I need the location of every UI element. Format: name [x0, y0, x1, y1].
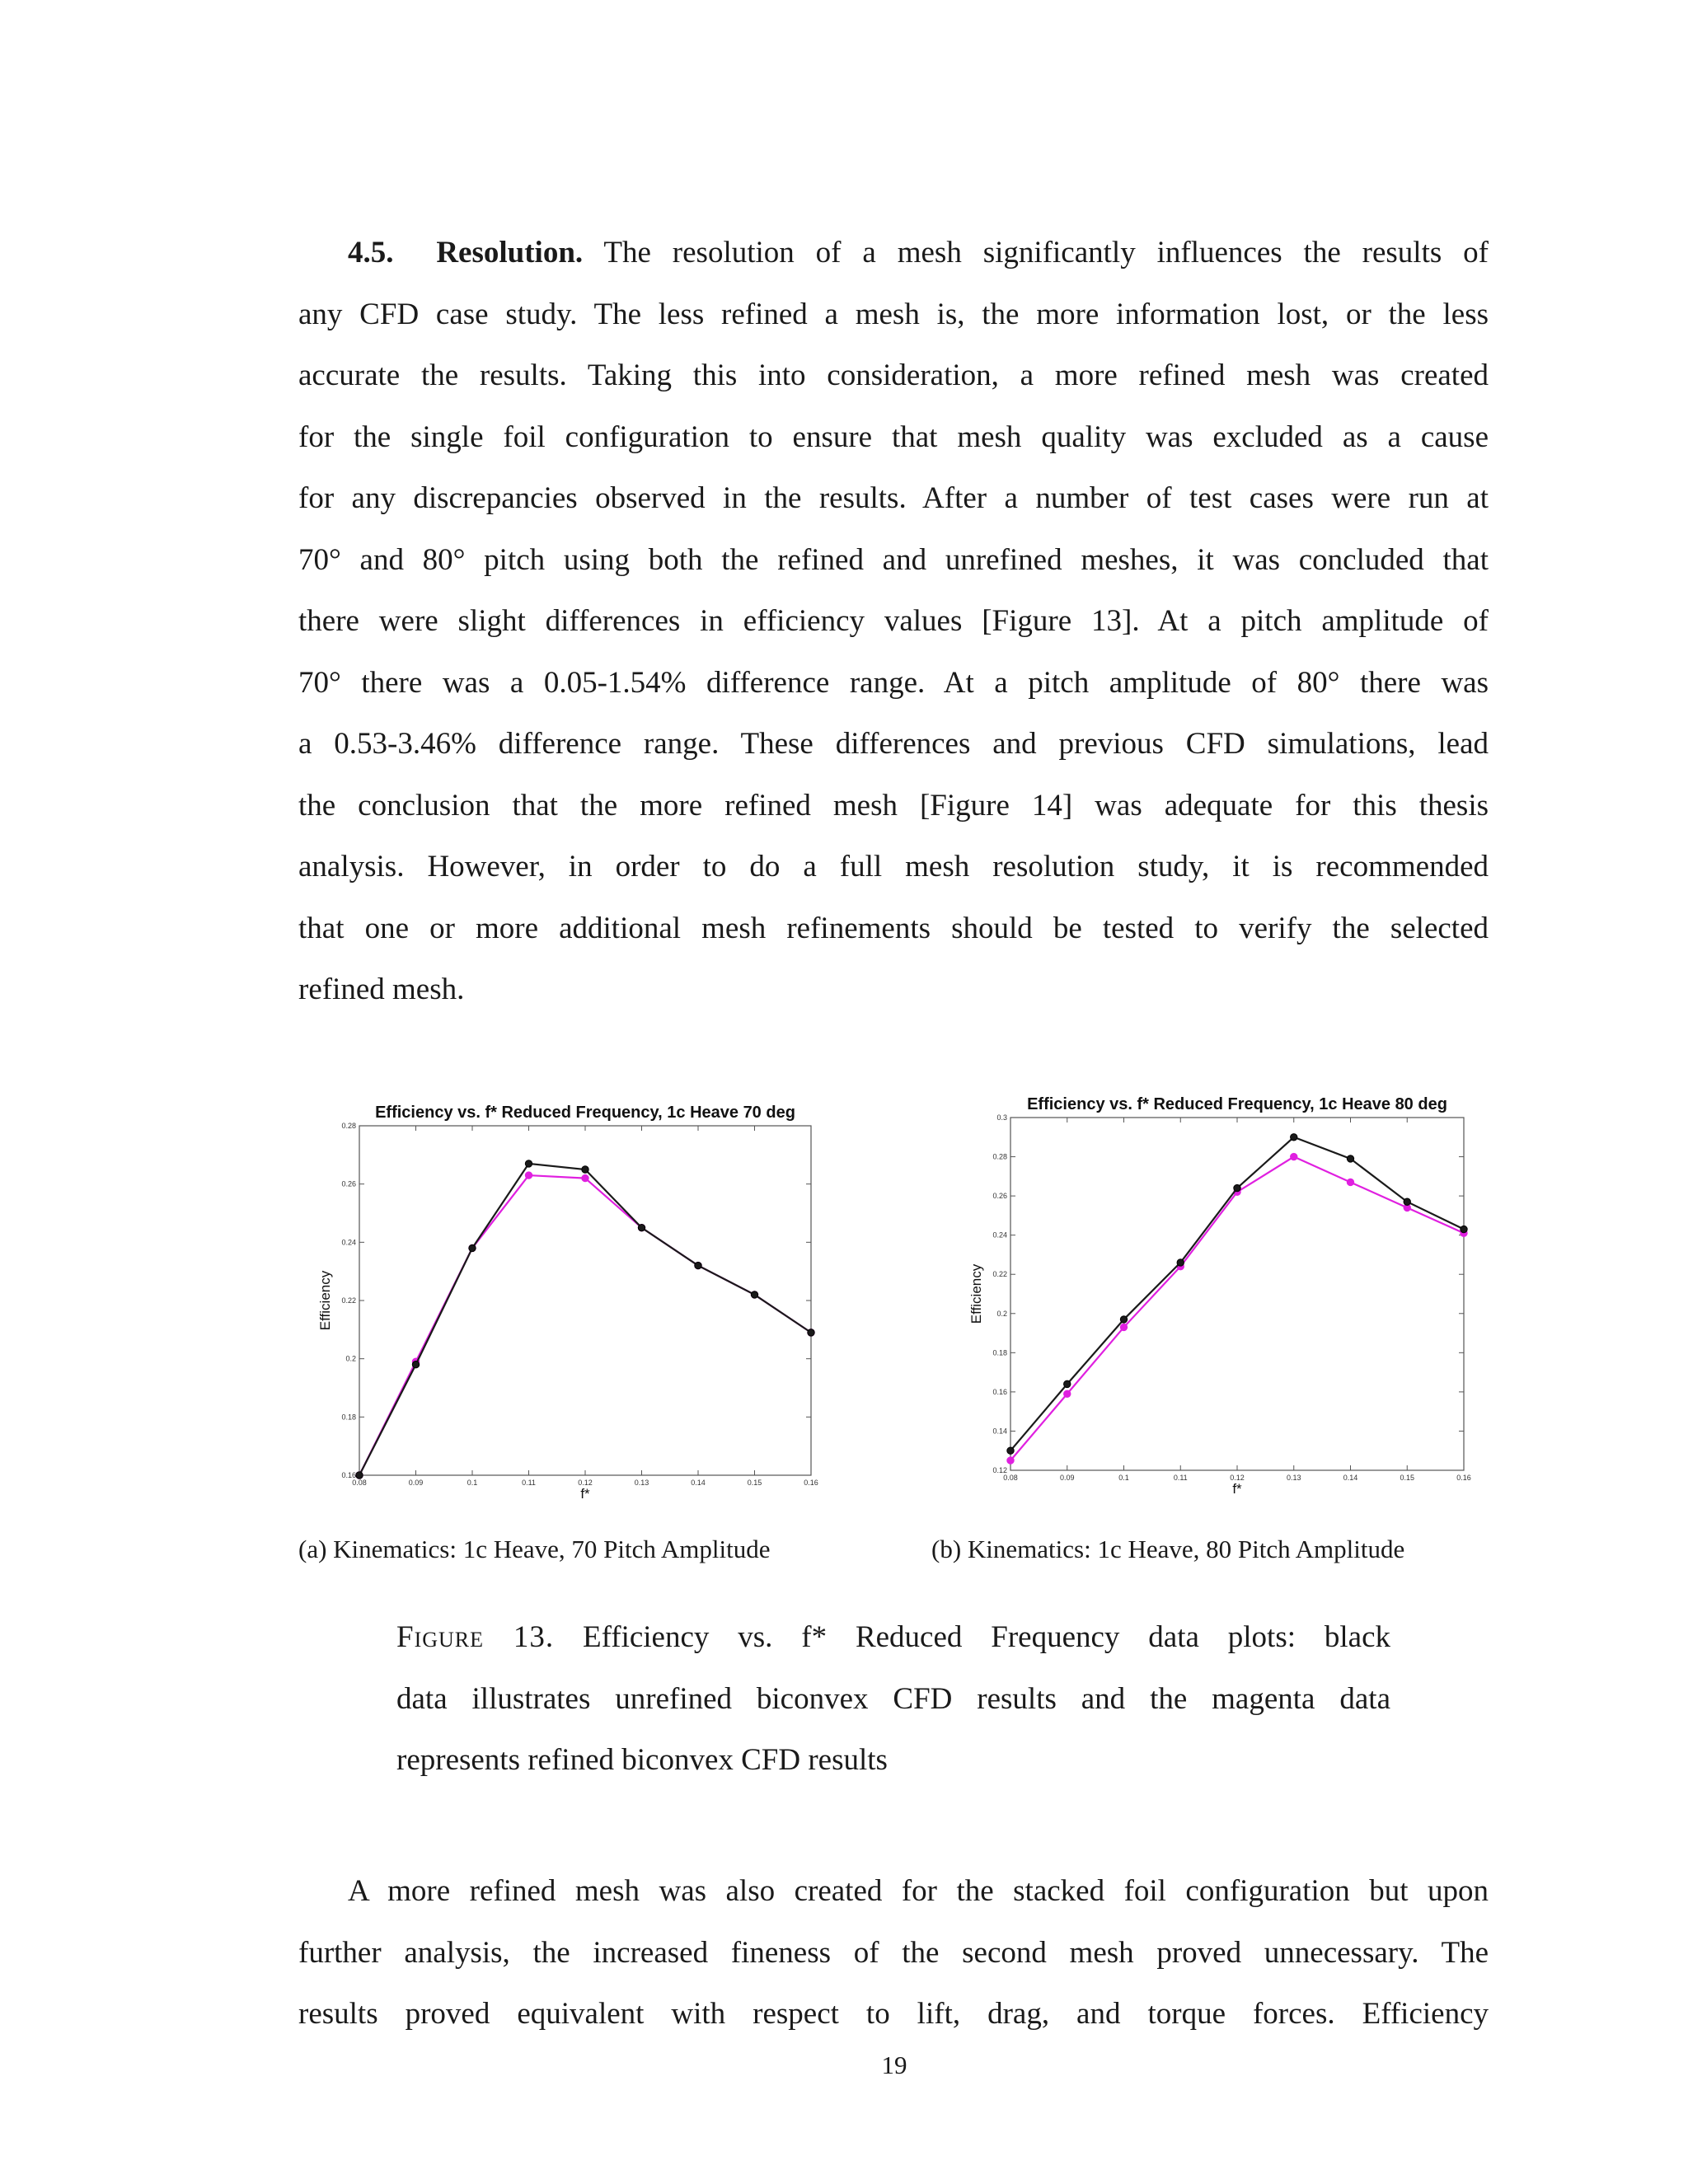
y-tick-label: 0.24	[341, 1238, 356, 1247]
x-tick-label: 0.09	[1059, 1474, 1075, 1482]
x-tick-label: 0.09	[408, 1479, 424, 1487]
y-tick-label: 0.2	[345, 1354, 356, 1363]
paragraph-line: for the single foil configuration to ensure that mesh quality was excluded as a cause	[298, 419, 1489, 454]
caption-line-text: Efficiency vs. f* Reduced Frequency data plots: black	[583, 1620, 1390, 1654]
x-tick-label: 0.08	[1003, 1474, 1018, 1482]
unrefined-data-point	[469, 1244, 476, 1251]
unrefined-data-point	[1347, 1155, 1353, 1162]
y-tick-label: 0.18	[992, 1348, 1007, 1357]
plot-frame	[1010, 1118, 1464, 1470]
paragraph-line-text: A more refined mesh was also created for the stacked foil configuration but upon	[348, 1874, 1489, 1908]
unrefined-data-point	[1234, 1184, 1240, 1191]
unrefined-data-point	[808, 1329, 814, 1336]
unrefined-data-point	[1007, 1447, 1014, 1454]
x-tick-label: 0.12	[578, 1479, 593, 1487]
unrefined-data-point	[751, 1291, 757, 1298]
section-paragraph-2	[298, 1861, 1489, 2046]
unrefined-data-point	[695, 1262, 701, 1268]
chart-svg	[310, 1096, 829, 1500]
caption-line	[396, 1607, 1390, 1669]
paragraph-line	[298, 1861, 1489, 1923]
x-tick-label: 0.11	[1173, 1474, 1188, 1482]
figure-caption	[396, 1607, 1390, 1792]
unrefined-data-point	[356, 1472, 363, 1479]
refined-data-point	[1120, 1324, 1127, 1330]
chart-title: Efficiency vs. f* Reduced Frequency, 1c Heave 80 deg	[1027, 1095, 1447, 1113]
unrefined-data-point	[525, 1160, 532, 1167]
x-tick-label: 0.11	[522, 1479, 536, 1487]
y-tick-label: 0.28	[341, 1122, 356, 1130]
paragraph-line: further analysis, the increased fineness of the second mesh proved unnecessary. The	[298, 1935, 1489, 1970]
refined-data-point	[1064, 1390, 1071, 1397]
refined-series-line	[359, 1175, 811, 1475]
refined-data-point	[1007, 1457, 1014, 1464]
section-title: Resolution.	[436, 236, 584, 269]
y-tick-label: 0.16	[992, 1387, 1007, 1396]
y-tick-label: 0.16	[341, 1471, 356, 1479]
x-tick-label: 0.16	[1456, 1474, 1471, 1482]
chart-svg	[964, 1088, 1492, 1500]
paragraph-line: a 0.53-3.46% difference range. These differences and previous CFD simulations, lead	[298, 727, 1489, 761]
x-tick-label: 0.1	[467, 1479, 478, 1487]
x-tick-label: 0.14	[691, 1479, 706, 1487]
caption-line: data illustrates unrefined biconvex CFD results and the magenta data	[396, 1681, 1390, 1716]
y-axis-label: Efficiency	[317, 1270, 333, 1331]
unrefined-data-point	[638, 1224, 645, 1230]
refined-data-point	[1291, 1153, 1297, 1160]
unrefined-data-point	[412, 1361, 419, 1368]
unrefined-series-line	[1010, 1137, 1464, 1451]
x-axis-label: f*	[580, 1486, 590, 1500]
y-tick-label: 0.26	[341, 1179, 356, 1188]
refined-data-point	[525, 1172, 532, 1179]
y-tick-label: 0.28	[992, 1152, 1007, 1161]
x-tick-label: 0.16	[804, 1479, 818, 1487]
efficiency-chart-80deg	[964, 1088, 1492, 1500]
paragraph-line: that one or more additional mesh refinements should be tested to verify the selected	[298, 911, 1489, 945]
paragraph-line: results proved equivalent with respect to lift, drag, and torque forces. Efficiency	[298, 1997, 1489, 2031]
paragraph-line-text: The resolution of a mesh significantly influences the results of	[603, 236, 1489, 269]
unrefined-data-point	[1177, 1259, 1184, 1266]
x-tick-label: 0.13	[1286, 1474, 1301, 1482]
paragraph-line: there were slight differences in efficiency values [Figure 13]. At a pitch amplitude of	[298, 604, 1489, 638]
efficiency-chart-70deg	[310, 1096, 829, 1500]
subcaption-b: (b) Kinematics: 1c Heave, 80 Pitch Amplitude	[931, 1535, 1405, 1563]
y-tick-label: 0.24	[992, 1230, 1007, 1240]
y-tick-label: 0.14	[992, 1427, 1007, 1436]
y-tick-label: 0.3	[996, 1113, 1007, 1122]
x-tick-label: 0.08	[352, 1479, 367, 1487]
chart-title: Efficiency vs. f* Reduced Frequency, 1c Heave 70 deg	[375, 1104, 795, 1122]
x-tick-label: 0.14	[1343, 1474, 1358, 1482]
caption-line: represents refined biconvex CFD results	[396, 1743, 888, 1777]
paragraph-line: for any discrepancies observed in the results. After a number of test cases were run at	[298, 481, 1489, 515]
x-tick-label: 0.12	[1230, 1474, 1245, 1482]
refined-data-point	[582, 1174, 588, 1181]
paragraph-line: refined mesh.	[298, 972, 465, 1006]
x-tick-label: 0.15	[747, 1479, 762, 1487]
page-number: 19	[881, 2050, 907, 2079]
y-tick-label: 0.22	[341, 1296, 356, 1305]
unrefined-data-point	[1461, 1226, 1467, 1232]
section-number: 4.5.	[348, 236, 394, 269]
paragraph-line	[298, 223, 1489, 284]
paragraph-line: 70° there was a 0.05-1.54% difference range. At a pitch amplitude of 80° there was	[298, 665, 1489, 700]
paragraph-line: any CFD case study. The less refined a mesh is, the more information lost, or the less	[298, 297, 1489, 331]
x-axis-label: f*	[1232, 1481, 1242, 1497]
unrefined-data-point	[1120, 1316, 1127, 1323]
x-tick-label: 0.1	[1118, 1474, 1129, 1482]
figure-label: Figure 13.	[396, 1620, 555, 1654]
paragraph-line: accurate the results. Taking this into consideration, a more refined mesh was created	[298, 359, 1489, 392]
y-tick-label: 0.12	[992, 1466, 1007, 1474]
refined-data-point	[1347, 1179, 1353, 1185]
unrefined-series-line	[359, 1164, 811, 1475]
refined-series-line	[1010, 1157, 1464, 1461]
unrefined-data-point	[582, 1166, 588, 1173]
y-axis-label: Efficiency	[968, 1263, 984, 1324]
x-tick-label: 0.13	[634, 1479, 649, 1487]
y-tick-label: 0.2	[996, 1309, 1007, 1318]
unrefined-data-point	[1291, 1134, 1297, 1141]
paragraph-line: analysis. However, in order to do a full mesh resolution study, it is recommended	[298, 850, 1489, 883]
y-tick-label: 0.26	[992, 1192, 1007, 1201]
paragraph-line: the conclusion that the more refined mesh [Figure 14] was adequate for this thesis	[298, 788, 1489, 823]
unrefined-data-point	[1064, 1380, 1071, 1387]
subcaption-a: (a) Kinematics: 1c Heave, 70 Pitch Amplitude	[298, 1535, 771, 1563]
y-tick-label: 0.22	[992, 1270, 1007, 1279]
x-tick-label: 0.15	[1400, 1474, 1415, 1482]
unrefined-data-point	[1404, 1198, 1410, 1205]
y-tick-label: 0.18	[341, 1413, 356, 1422]
paragraph-line: 70° and 80° pitch using both the refined and unrefined meshes, it was concluded that	[298, 542, 1489, 577]
section-paragraph-1	[298, 223, 1489, 1021]
